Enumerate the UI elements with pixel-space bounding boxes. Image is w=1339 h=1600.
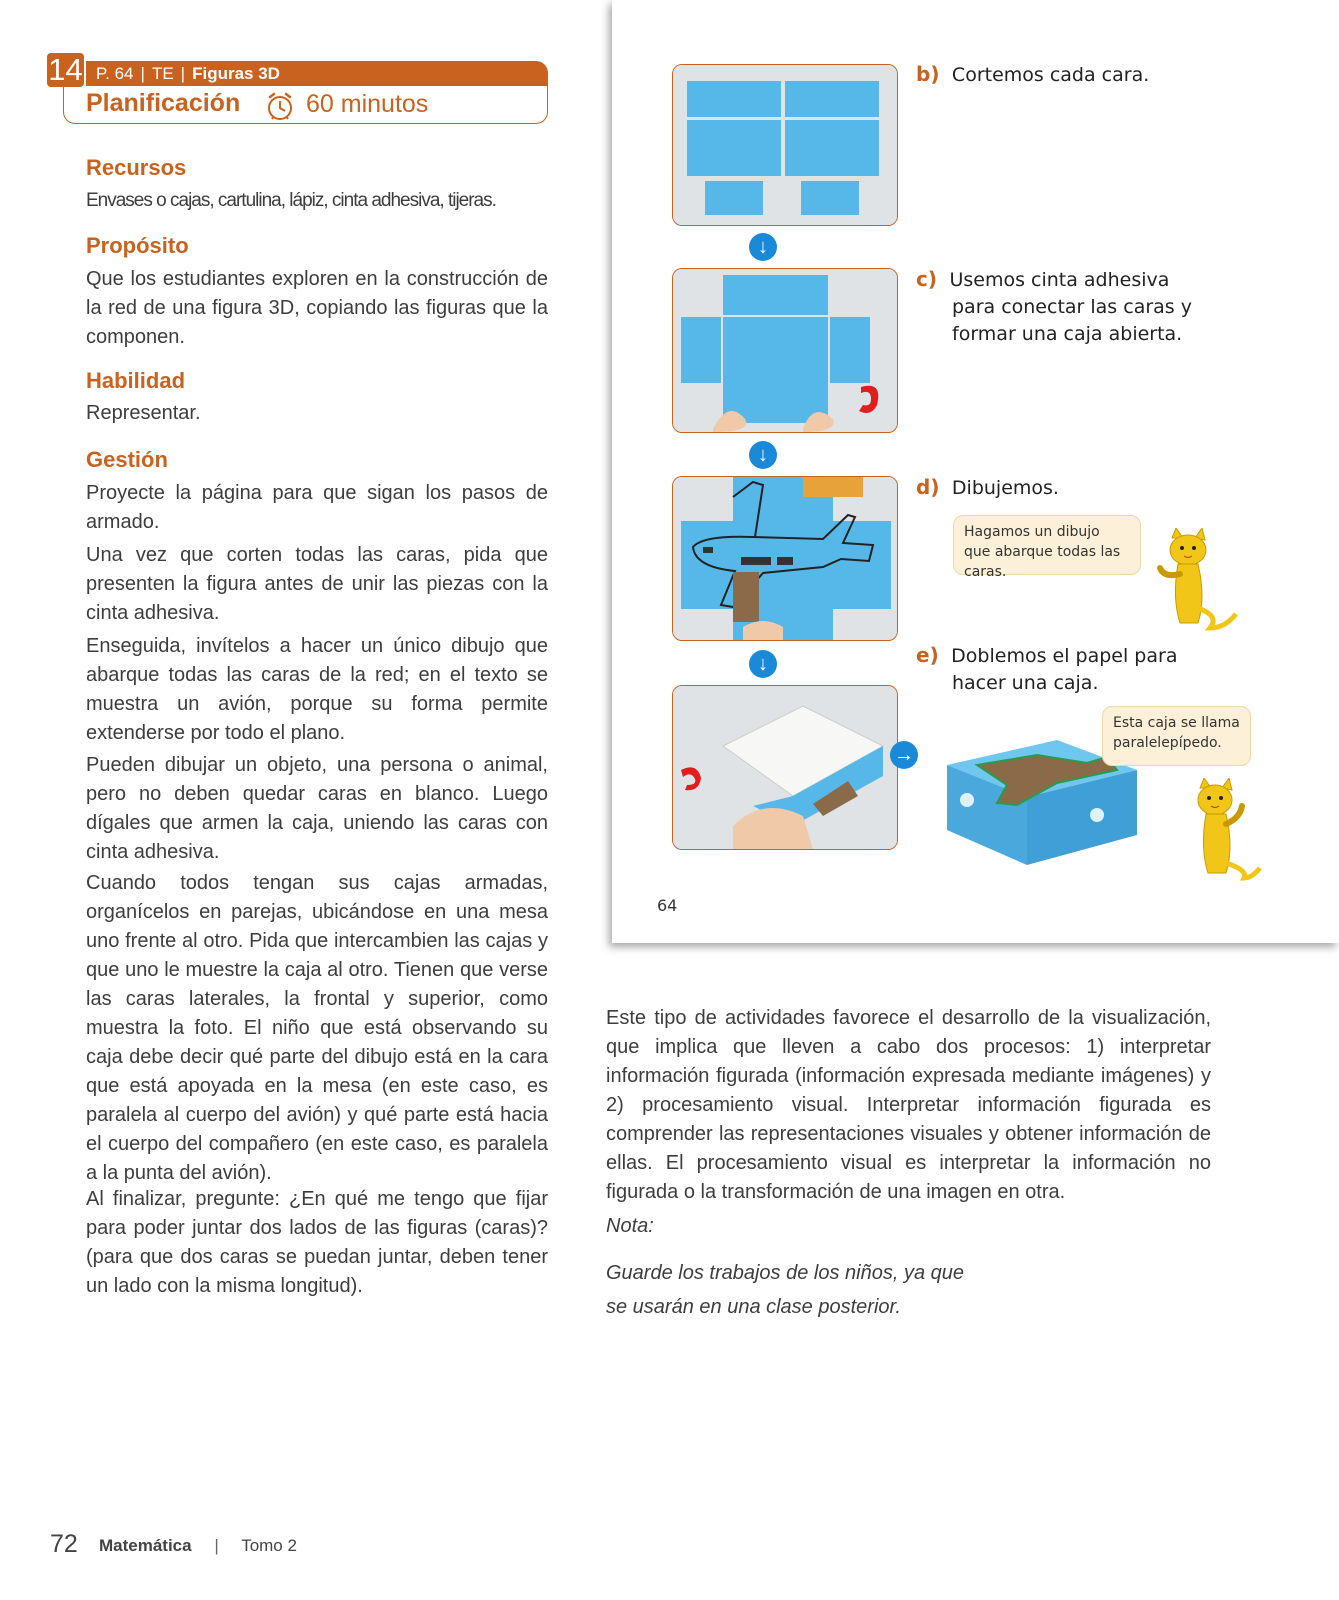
step-d-letter: d) (916, 475, 940, 499)
gestion-paragraph-1: Proyecte la página para que sigan los pasos de armado. (86, 482, 548, 533)
speech-bubble-paralelepipedo: Esta caja se llama paralelepípedo. (1102, 706, 1251, 766)
step-c-text-3: formar una caja abierta. (952, 323, 1183, 345)
step-c-letter: c) (916, 267, 937, 291)
step-e (916, 643, 1177, 697)
nota-line-2: se usarán en una clase posterior. (606, 1296, 901, 1318)
footer-volume: Tomo 2 (241, 1536, 297, 1555)
gestion-paragraph-5: Cuando todos tengan sus cajas armadas, organícelos en parejas, ubicándose en una mesa uno frente al otro. Pida que intercambien las cajas y que uno le muestre la caja al otro. Tienen que verse las caras laterales, la frontal y superior, como muestra la foto. El niño que está observando su caja debe decir qué parte del dibujo está en la cara que está apoyada en la mesa (en este caso, es paralela al cuerpo del avión) y qué parte está hacia el cuerpo del compañero (en este caso, es paralela a la punta del avión). (86, 872, 548, 1184)
photo-taped-net (672, 268, 898, 433)
visualization-paragraph: Este tipo de actividades favorece el desarrollo de la visualización, que implica que lleven a cabo dos procesos: 1) interpretar información figurada (información expresada mediante imágenes) y 2) procesamiento visual. Interpretar información figurada es comprender las representaciones visuales y obtener información de ellas. El procesamiento visual es interpretar la información no figurada o la transformación de una imagen en otra. (606, 1007, 1211, 1203)
topic-title: Figuras 3D (192, 64, 280, 83)
page-number: 72 (50, 1530, 78, 1558)
habilidad-text: Representar. (86, 402, 201, 424)
recursos-heading: Recursos (86, 155, 187, 180)
photo-folding-box (672, 685, 898, 850)
photo-cut-faces (672, 64, 898, 226)
step-e-text-1: Doblemos el papel para (951, 645, 1178, 667)
step-b (916, 62, 1149, 89)
planning-title: Planificación (86, 89, 241, 117)
gestion-paragraph-3: Enseguida, invítelos a hacer un único dibujo que abarque todas las caras de la red; en el texto se muestra un avión, porque su forma permite extenderse por todo el plano. (86, 635, 548, 744)
duration: 60 minutos (306, 90, 429, 118)
step-d-text: Dibujemos. (951, 477, 1059, 499)
step-b-text: Cortemos cada cara. (951, 64, 1150, 86)
footer-subject: Matemática (99, 1536, 192, 1555)
student-page-preview (612, 0, 1339, 943)
te-label: TE (151, 64, 174, 83)
photo-drawing-plane (672, 476, 898, 641)
alarm-clock-icon (264, 91, 296, 123)
step-b-letter: b) (916, 62, 940, 86)
cat-mascot-icon (1182, 778, 1262, 883)
step-c-text-1: Usemos cinta adhesiva (949, 269, 1170, 291)
footer-text (99, 1536, 297, 1556)
footer-separator: | (214, 1536, 219, 1555)
habilidad-heading: Habilidad (86, 368, 186, 393)
down-arrow-icon: ↓ (749, 650, 777, 678)
cat-mascot-icon (1150, 528, 1238, 636)
nota-label: Nota: (606, 1215, 654, 1237)
down-arrow-icon: ↓ (749, 441, 777, 469)
step-e-letter: e) (916, 643, 939, 667)
page-ref: P. 64 (96, 64, 134, 83)
step-c (916, 267, 1192, 348)
step-c-text-2: para conectar las caras y (952, 296, 1192, 318)
proposito-text: Que los estudiantes exploren en la construcción de la red de una figura 3D, copiando las figuras que la componen. (86, 268, 548, 348)
step-d (916, 475, 1059, 502)
right-arrow-icon: → (890, 741, 918, 769)
student-page-number: 64 (657, 896, 678, 915)
step-e-text-2: hacer una caja. (952, 672, 1099, 694)
nota-line-1: Guarde los trabajos de los niños, ya que (606, 1262, 964, 1284)
proposito-heading: Propósito (86, 233, 189, 258)
gestion-paragraph-2: Una vez que corten todas las caras, pida que presenten la figura antes de unir las piezas con la cinta adhesiva. (86, 544, 548, 624)
gestion-paragraph-6: Al finalizar, pregunte: ¿En qué me tengo que fijar para poder juntar dos lados de las figuras (caras)? (para que dos caras se puedan juntar, deben tener un lado con la misma longitud). (86, 1188, 548, 1297)
gestion-heading: Gestión (86, 447, 168, 472)
lesson-number: 14 (48, 52, 83, 87)
recursos-text: Envases o cajas, cartulina, lápiz, cinta adhesiva, tijeras. (86, 190, 496, 211)
speech-bubble-draw: Hagamos un dibujo que abarque todas las caras. (953, 515, 1141, 575)
gestion-paragraph-4: Pueden dibujar un objeto, una persona o animal, pero no deben quedar caras en blanco. Luego dígales que armen la caja, uniendo las caras con cinta adhesiva. (86, 754, 548, 863)
down-arrow-icon: ↓ (749, 233, 777, 261)
lesson-header-bar: P. 64 | TE | Figuras 3D (86, 61, 548, 86)
